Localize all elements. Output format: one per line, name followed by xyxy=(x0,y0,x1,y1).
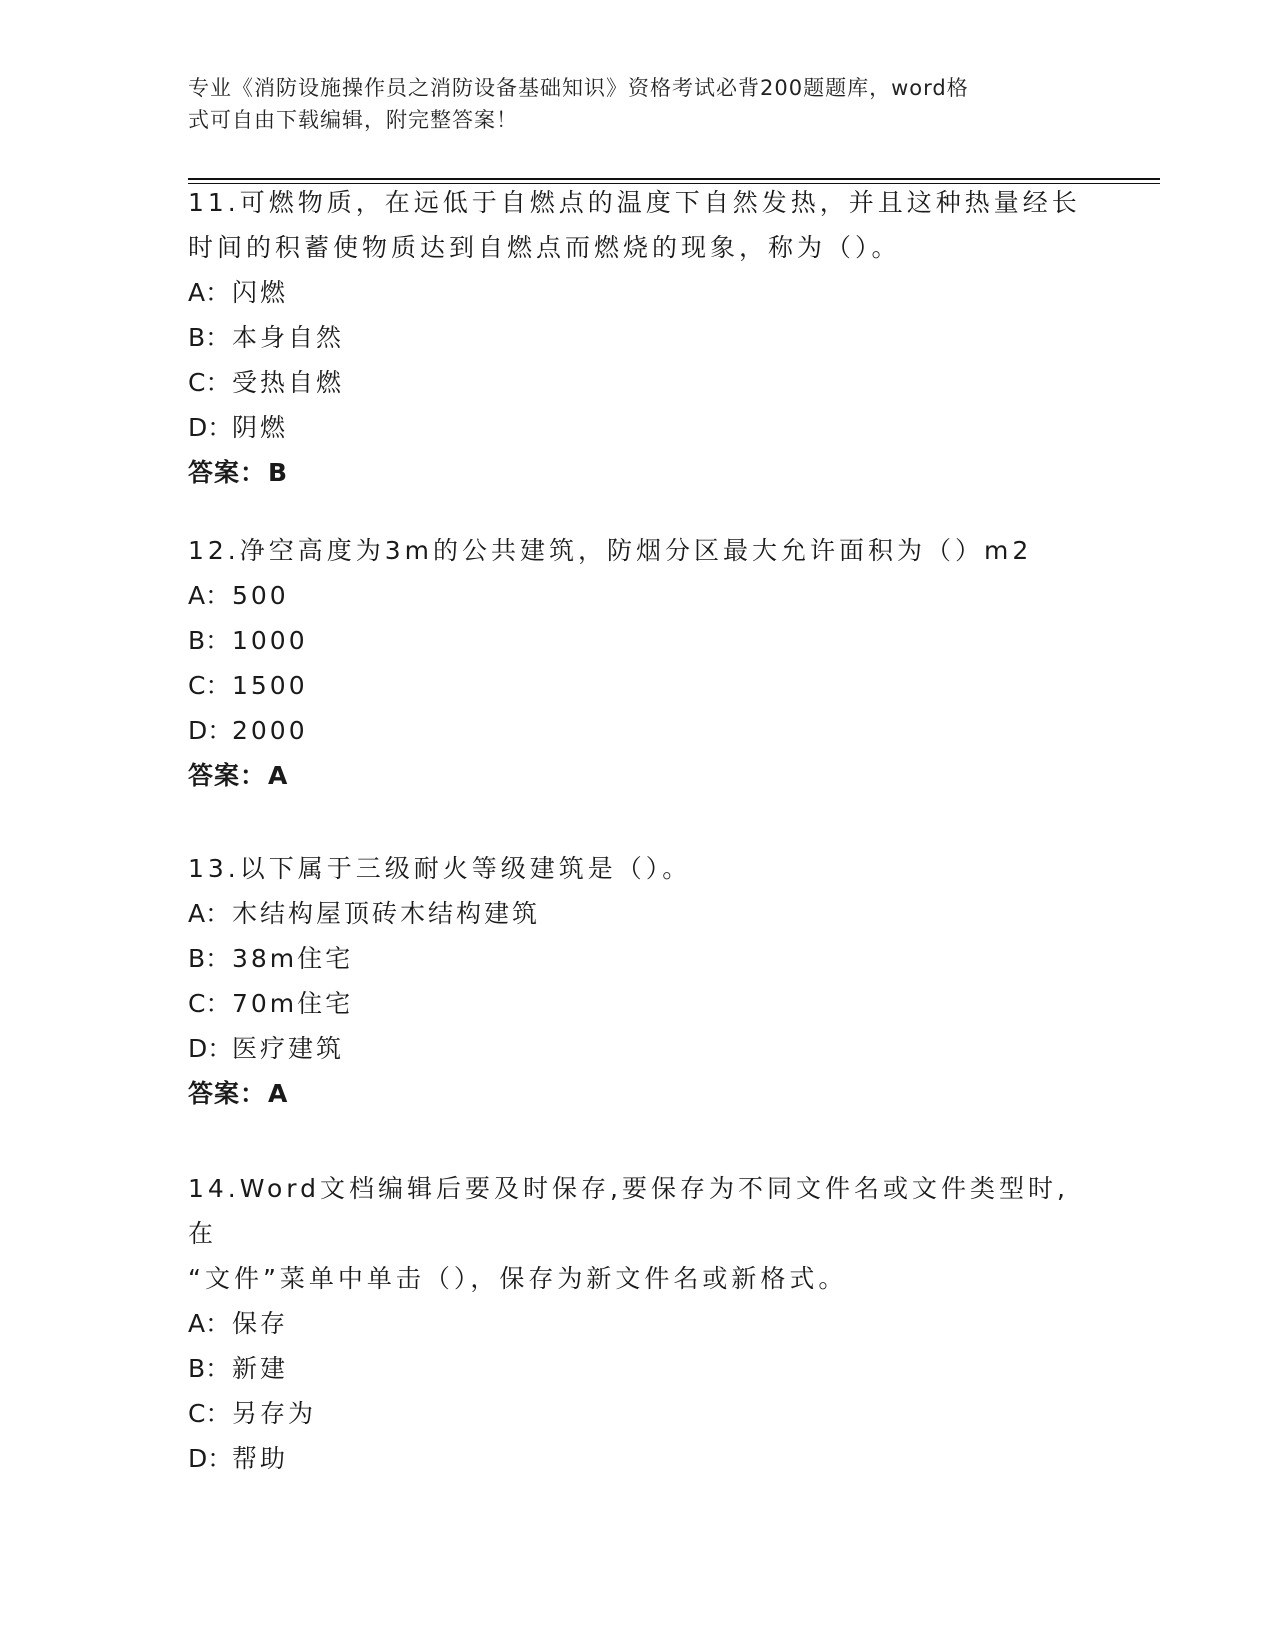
option-key: D： xyxy=(188,413,233,442)
answer-label: 答案： xyxy=(188,1079,267,1108)
question-stem-line-2: “文件”菜单中单击（），保存为新文件名或新格式。 xyxy=(188,1264,848,1293)
option-key: A： xyxy=(188,1309,231,1338)
option-text: 受热自燃 xyxy=(232,368,345,397)
option-d xyxy=(188,1436,1088,1481)
option-key: D： xyxy=(188,716,233,745)
option-a xyxy=(188,573,1088,618)
question-stem xyxy=(188,1166,1088,1301)
option-a xyxy=(188,270,1088,315)
question-13 xyxy=(188,846,1088,1116)
question-11 xyxy=(188,180,1088,495)
header-title-line-2: 式可自由下载编辑，附完整答案！ xyxy=(188,108,518,132)
option-key: D： xyxy=(188,1444,233,1473)
option-text: 1500 xyxy=(232,671,308,700)
option-text: 新建 xyxy=(232,1354,289,1383)
option-key: A： xyxy=(188,278,231,307)
option-key: C： xyxy=(188,989,231,1018)
option-key: C： xyxy=(188,671,231,700)
option-b xyxy=(188,936,1088,981)
answer xyxy=(188,450,1088,495)
answer-value: B xyxy=(268,458,289,487)
question-14 xyxy=(188,1166,1088,1481)
option-text: 帮助 xyxy=(232,1444,289,1473)
question-stem xyxy=(188,180,1088,270)
option-text: 医疗建筑 xyxy=(232,1034,345,1063)
option-c xyxy=(188,360,1088,405)
document-header xyxy=(188,72,1078,136)
option-text: 保存 xyxy=(232,1309,289,1338)
option-text: 1000 xyxy=(232,626,308,655)
question-stem-line-1: 14.Word文档编辑后要及时保存,要保存为不同文件名或文件类型时,在 xyxy=(188,1174,1069,1248)
option-text: 本身自然 xyxy=(232,323,345,352)
option-text: 木结构屋顶砖木结构建筑 xyxy=(232,899,541,928)
question-stem-line-1: 11.可燃物质，在远低于自燃点的温度下自然发热，并且这种热量经长 xyxy=(188,188,1081,217)
answer-value: A xyxy=(268,1079,289,1108)
answer-label: 答案： xyxy=(188,761,267,790)
question-stem xyxy=(188,846,1088,891)
option-d xyxy=(188,1026,1088,1071)
option-key: B： xyxy=(188,626,231,655)
question-stem xyxy=(188,528,1088,573)
question-12 xyxy=(188,528,1088,798)
option-b xyxy=(188,1346,1088,1391)
option-text: 阴燃 xyxy=(232,413,289,442)
option-key: A： xyxy=(188,581,231,610)
option-b xyxy=(188,315,1088,360)
option-c xyxy=(188,663,1088,708)
option-text: 2000 xyxy=(232,716,308,745)
option-key: D： xyxy=(188,1034,233,1063)
option-key: B： xyxy=(188,323,231,352)
answer xyxy=(188,1071,1088,1116)
option-text: 闪燃 xyxy=(232,278,289,307)
option-key: B： xyxy=(188,944,231,973)
question-stem-line-2: 时间的积蓄使物质达到自燃点而燃烧的现象，称为（）。 xyxy=(188,233,901,262)
answer xyxy=(188,753,1088,798)
option-text: 500 xyxy=(232,581,289,610)
option-d xyxy=(188,708,1088,753)
option-key: C： xyxy=(188,1399,231,1428)
question-stem-line-1: 13.以下属于三级耐火等级建筑是（）。 xyxy=(188,854,692,883)
option-text: 38m住宅 xyxy=(232,944,354,973)
option-c xyxy=(188,1391,1088,1436)
option-b xyxy=(188,618,1088,663)
answer-value: A xyxy=(268,761,289,790)
option-c xyxy=(188,981,1088,1026)
option-d xyxy=(188,405,1088,450)
option-key: A： xyxy=(188,899,231,928)
option-key: C： xyxy=(188,368,231,397)
answer-label: 答案： xyxy=(188,458,267,487)
option-a xyxy=(188,1301,1088,1346)
header-title-line-1: 专业《消防设施操作员之消防设备基础知识》资格考试必背200题题库，word格 xyxy=(188,76,969,100)
option-text: 另存为 xyxy=(232,1399,317,1428)
question-stem-line-1: 12.净空高度为3m的公共建筑，防烟分区最大允许面积为（）m2 xyxy=(188,536,1033,565)
option-key: B： xyxy=(188,1354,231,1383)
option-text: 70m住宅 xyxy=(232,989,354,1018)
option-a xyxy=(188,891,1088,936)
